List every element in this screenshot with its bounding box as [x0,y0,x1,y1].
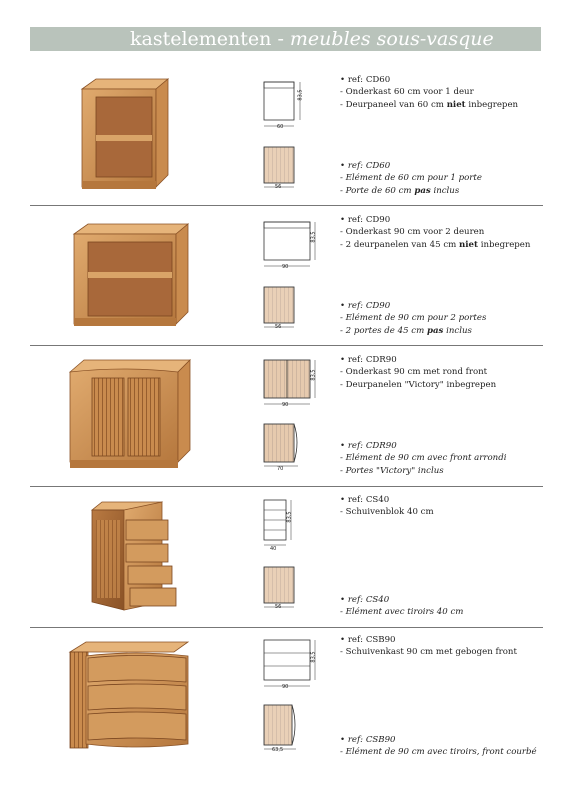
product-photo-cs40 [88,498,180,616]
drawing-front-cd60 [260,80,310,134]
dim-width-cd90: 90 [282,264,289,270]
dim-depth-cd60: 56 [275,184,282,190]
ref-fr-cd90: • ref: CD90 [340,301,391,311]
ref-nl-cs40: • ref: CS40 [340,495,390,505]
desc-fr-cd90: • ref: CD90 - Elément de 90 cm pour 2 portes - 2 portes de 45 cm pas inclus [340,300,540,337]
product-photo-csb90 [66,638,192,756]
drawing-front-cd90 [260,220,322,272]
desc-nl-cd90: • ref: CD90 - Onderkast 90 cm voor 2 deuren - 2 deurpanelen van 45 cm niet inbegrepen [340,214,540,251]
dim-height-csb90: 83,5 [310,651,317,663]
dim-depth-cs40: 56 [275,604,282,610]
desc-fr-csb90: • ref: CSB90 - Elément de 90 cm avec tiroirs, front courbé [340,734,540,759]
dim-width-csb90: 90 [282,684,289,690]
ref-nl-csb90: • ref: CSB90 [340,635,396,645]
page-banner [30,27,541,51]
desc-nl-cdr90: • ref: CDR90 - Onderkast 90 cm met rond front - Deurpanelen "Victory" inbegrepen [340,354,540,391]
dim-width-cdr90: 90 [282,402,289,408]
dim-width-cd60: 60 [277,124,284,130]
product-photo-cd60 [76,75,176,195]
desc-nl-csb90: • ref: CSB90 - Schuivenkast 90 cm met gebogen front [340,634,540,659]
desc-fr-cd60: • ref: CD60 - Elément de 60 cm pour 1 porte - Porte de 60 cm pas inclus [340,160,540,197]
ref-fr-cs40: • ref: CS40 [340,595,390,605]
desc-fr-cs40: • ref: CS40 - Elément avec tiroirs 40 cm [340,594,540,619]
ref-nl-cd90: • ref: CD90 [340,215,391,225]
banner-separator: - [271,28,290,50]
section-divider [30,205,543,206]
product-photo-cd90 [70,220,192,332]
product-photo-cdr90 [66,356,194,474]
ref-fr-cdr90: • ref: CDR90 [340,441,397,451]
dim-depth-cdr90: 70 [277,466,284,472]
section-divider [30,486,543,487]
ref-fr-cd60: • ref: CD60 [340,161,391,171]
dim-height-cdr90: 83,5 [310,369,317,381]
drawing-front-csb90 [260,638,322,692]
ref-nl-cdr90: • ref: CDR90 [340,355,397,365]
dim-depth-cd90: 56 [275,324,282,330]
dim-height-cd90: 83,5 [310,231,317,243]
drawing-front-cdr90 [260,358,322,410]
dim-height-cs40: 83,5 [286,511,293,523]
desc-nl-cs40: • ref: CS40 - Schuivenblok 40 cm [340,494,540,519]
dim-depth-csb90: 63,5 [272,747,284,753]
dim-height-cd60: 83,5 [297,89,304,101]
drawing-front-cs40 [260,498,300,552]
banner-title-fr: meubles sous-vasque [289,28,494,50]
section-divider [30,345,543,346]
ref-fr-csb90: • ref: CSB90 [340,735,396,745]
dim-width-cs40: 40 [270,546,277,552]
desc-nl-cd60: • ref: CD60 - Onderkast 60 cm voor 1 deur - Deurpaneel van 60 cm niet inbegrepen [340,74,540,111]
ref-nl-cd60: • ref: CD60 [340,75,391,85]
desc-fr-cdr90: • ref: CDR90 - Elément de 90 cm avec front arrondi - Portes "Victory" inclus [340,440,540,477]
section-divider [30,627,543,628]
banner-title-nl: kastelementen [130,28,272,50]
